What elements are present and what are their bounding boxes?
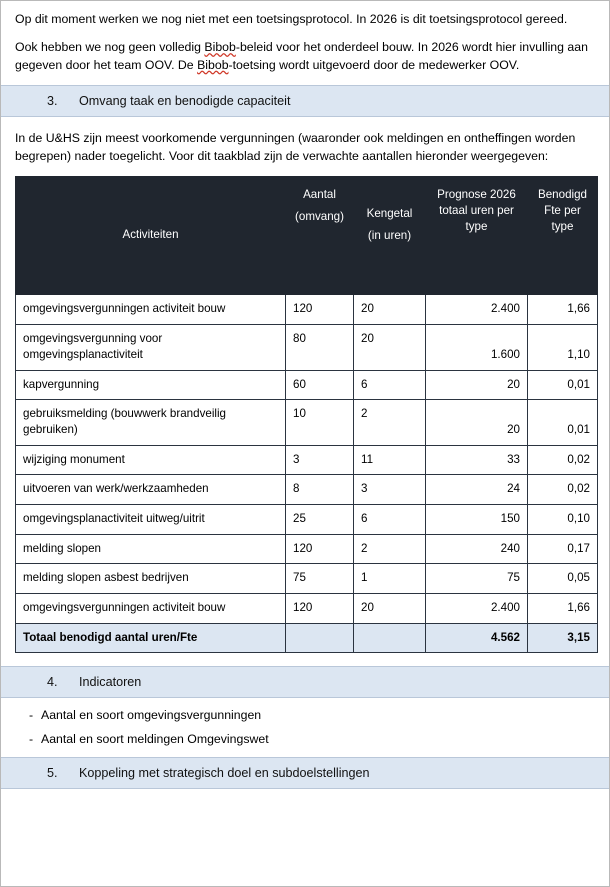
cell-activiteit: omgevingsvergunningen activiteit bouw	[16, 295, 286, 325]
column-header-benodigd-line2: Fte per	[544, 203, 581, 217]
cell-total-aantal	[286, 623, 354, 653]
cell-prognose	[426, 400, 528, 446]
column-header-benodigd-line1: Benodigd	[538, 188, 587, 202]
table-row	[16, 445, 598, 475]
cell-aantal: 75	[286, 564, 354, 594]
cell-prognose: 75	[426, 564, 528, 594]
section-4-number: 4.	[47, 675, 58, 690]
table-row	[16, 534, 598, 564]
cell-activiteit: melding slopen asbest bedrijven	[16, 564, 286, 594]
cell-aantal: 10	[286, 400, 354, 446]
cell-kengetal: 20	[354, 594, 426, 624]
table-row	[16, 400, 598, 446]
intro-paragraphs	[1, 1, 609, 74]
cell-kengetal: 2	[354, 534, 426, 564]
section-heading-3	[1, 85, 609, 117]
cell-total-prognose: 4.562	[426, 623, 528, 653]
cell-total-label: Totaal benodigd aantal uren/Fte	[16, 623, 286, 653]
cell-kengetal: 6	[354, 505, 426, 535]
cell-kengetal: 6	[354, 370, 426, 400]
table-row	[16, 324, 598, 370]
cell-kengetal: 11	[354, 445, 426, 475]
capacity-table	[15, 176, 598, 653]
section-4-title: Indicatoren	[79, 675, 142, 690]
cell-aantal: 120	[286, 594, 354, 624]
cell-prognose: 150	[426, 505, 528, 535]
bullet-dash: -	[29, 708, 34, 723]
indicator-list	[1, 698, 609, 746]
cell-aantal: 3	[286, 445, 354, 475]
section-heading-4	[1, 666, 609, 698]
cell-fte: 0,02	[528, 475, 598, 505]
table-row	[16, 564, 598, 594]
column-header-benodigd	[528, 177, 598, 295]
bullet-text: Aantal en soort omgevingsvergunningen	[41, 708, 262, 723]
column-header-prognose-line2: totaal uren per	[439, 203, 514, 217]
cell-kengetal: 2	[354, 400, 426, 446]
cell-activiteit: melding slopen	[16, 534, 286, 564]
cell-total-kengetal	[354, 623, 426, 653]
column-header-prognose-line1: Prognose 2026	[437, 188, 516, 202]
cell-activiteit: omgevingsplanactiviteit uitweg/uitrit	[16, 505, 286, 535]
cell-kengetal: 3	[354, 475, 426, 505]
cell-fte: 0,17	[528, 534, 598, 564]
table-header-row	[16, 177, 598, 295]
cell-fte-value: 0,01	[567, 423, 590, 437]
column-header-prognose	[426, 177, 528, 295]
cell-prognose	[426, 324, 528, 370]
column-header-aantal-line1: Aantal	[303, 188, 336, 202]
section-5-number: 5.	[47, 766, 58, 781]
cell-activiteit: wijziging monument	[16, 445, 286, 475]
cell-fte: 0,05	[528, 564, 598, 594]
cell-fte: 0,01	[528, 370, 598, 400]
intro-text: In de U&HS zijn meest voorkomende vergunningen (waaronder ook meldingen en ontheffingen worden begrepen) nader toegelicht. Voor dit taakblad zijn de verwachte aantallen hieronder weergegeven:	[15, 131, 576, 163]
cell-fte: 1,66	[528, 295, 598, 325]
column-header-aantal	[286, 177, 354, 295]
cell-aantal: 60	[286, 370, 354, 400]
cell-prognose-value: 20	[507, 423, 520, 437]
paragraph-2: Ook hebben we nog geen volledig Bibob-beleid voor het onderdeel bouw. In 2026 wordt hier invulling aan gegeven door het team OOV. De Bibob-toetsing wordt uitgevoerd door de medewerker OOV.	[15, 40, 588, 72]
cell-fte	[528, 324, 598, 370]
cell-prognose: 240	[426, 534, 528, 564]
table-intro	[1, 117, 609, 653]
table-row	[16, 594, 598, 624]
column-header-aantal-line2: (omvang)	[295, 209, 344, 223]
table-row	[16, 505, 598, 535]
paragraph-1: Op dit moment werken we nog niet met een toetsingsprotocol. In 2026 is dit toetsingsprotocol gereed.	[15, 12, 568, 26]
table-row	[16, 370, 598, 400]
spellcheck-word-bibob: Bibob	[204, 40, 236, 55]
column-header-prognose-line3: type	[465, 219, 488, 233]
table-total-row	[16, 623, 598, 653]
section-3-number: 3.	[47, 94, 58, 109]
cell-aantal: 120	[286, 534, 354, 564]
cell-aantal: 80	[286, 324, 354, 370]
table-row	[16, 295, 598, 325]
cell-aantal: 8	[286, 475, 354, 505]
cell-aantal: 25	[286, 505, 354, 535]
cell-prognose: 33	[426, 445, 528, 475]
cell-fte: 1,66	[528, 594, 598, 624]
section-3-title: Omvang taak en benodigde capaciteit	[79, 94, 291, 109]
column-header-kengetal	[354, 177, 426, 295]
cell-total-fte: 3,15	[528, 623, 598, 653]
cell-kengetal: 1	[354, 564, 426, 594]
section-5-title: Koppeling met strategisch doel en subdoelstellingen	[79, 766, 370, 781]
bullet-text: Aantal en soort meldingen Omgevingswet	[41, 732, 269, 747]
table-row	[16, 475, 598, 505]
cell-fte: 0,10	[528, 505, 598, 535]
cell-prognose: 2.400	[426, 594, 528, 624]
cell-activiteit: gebruiksmelding (bouwwerk brandveilig gebruiken)	[16, 400, 286, 446]
cell-prognose-value: 1.600	[490, 347, 520, 361]
cell-aantal: 120	[286, 295, 354, 325]
column-header-benodigd-line3: type	[551, 219, 574, 233]
section-heading-5	[1, 757, 609, 789]
column-header-activiteiten: Activiteiten	[16, 177, 286, 295]
cell-fte: 0,02	[528, 445, 598, 475]
list-item	[15, 732, 595, 746]
cell-fte	[528, 400, 598, 446]
spellcheck-word-bibob-2: Bibob	[197, 57, 229, 72]
cell-prognose: 20	[426, 370, 528, 400]
cell-activiteit: omgevingsvergunning voor omgevingsplanactiviteit	[16, 324, 286, 370]
cell-prognose: 2.400	[426, 295, 528, 325]
cell-fte-value: 1,10	[567, 347, 590, 361]
cell-activiteit: kapvergunning	[16, 370, 286, 400]
column-header-kengetal-line1: Kengetal	[366, 207, 413, 221]
cell-prognose: 24	[426, 475, 528, 505]
cell-kengetal: 20	[354, 324, 426, 370]
column-header-kengetal-line2: (in uren)	[367, 228, 412, 242]
list-item	[15, 708, 595, 722]
cell-kengetal: 20	[354, 295, 426, 325]
cell-activiteit: uitvoeren van werk/werkzaamheden	[16, 475, 286, 505]
bullet-dash: -	[29, 732, 34, 747]
cell-activiteit: omgevingsvergunningen activiteit bouw	[16, 594, 286, 624]
